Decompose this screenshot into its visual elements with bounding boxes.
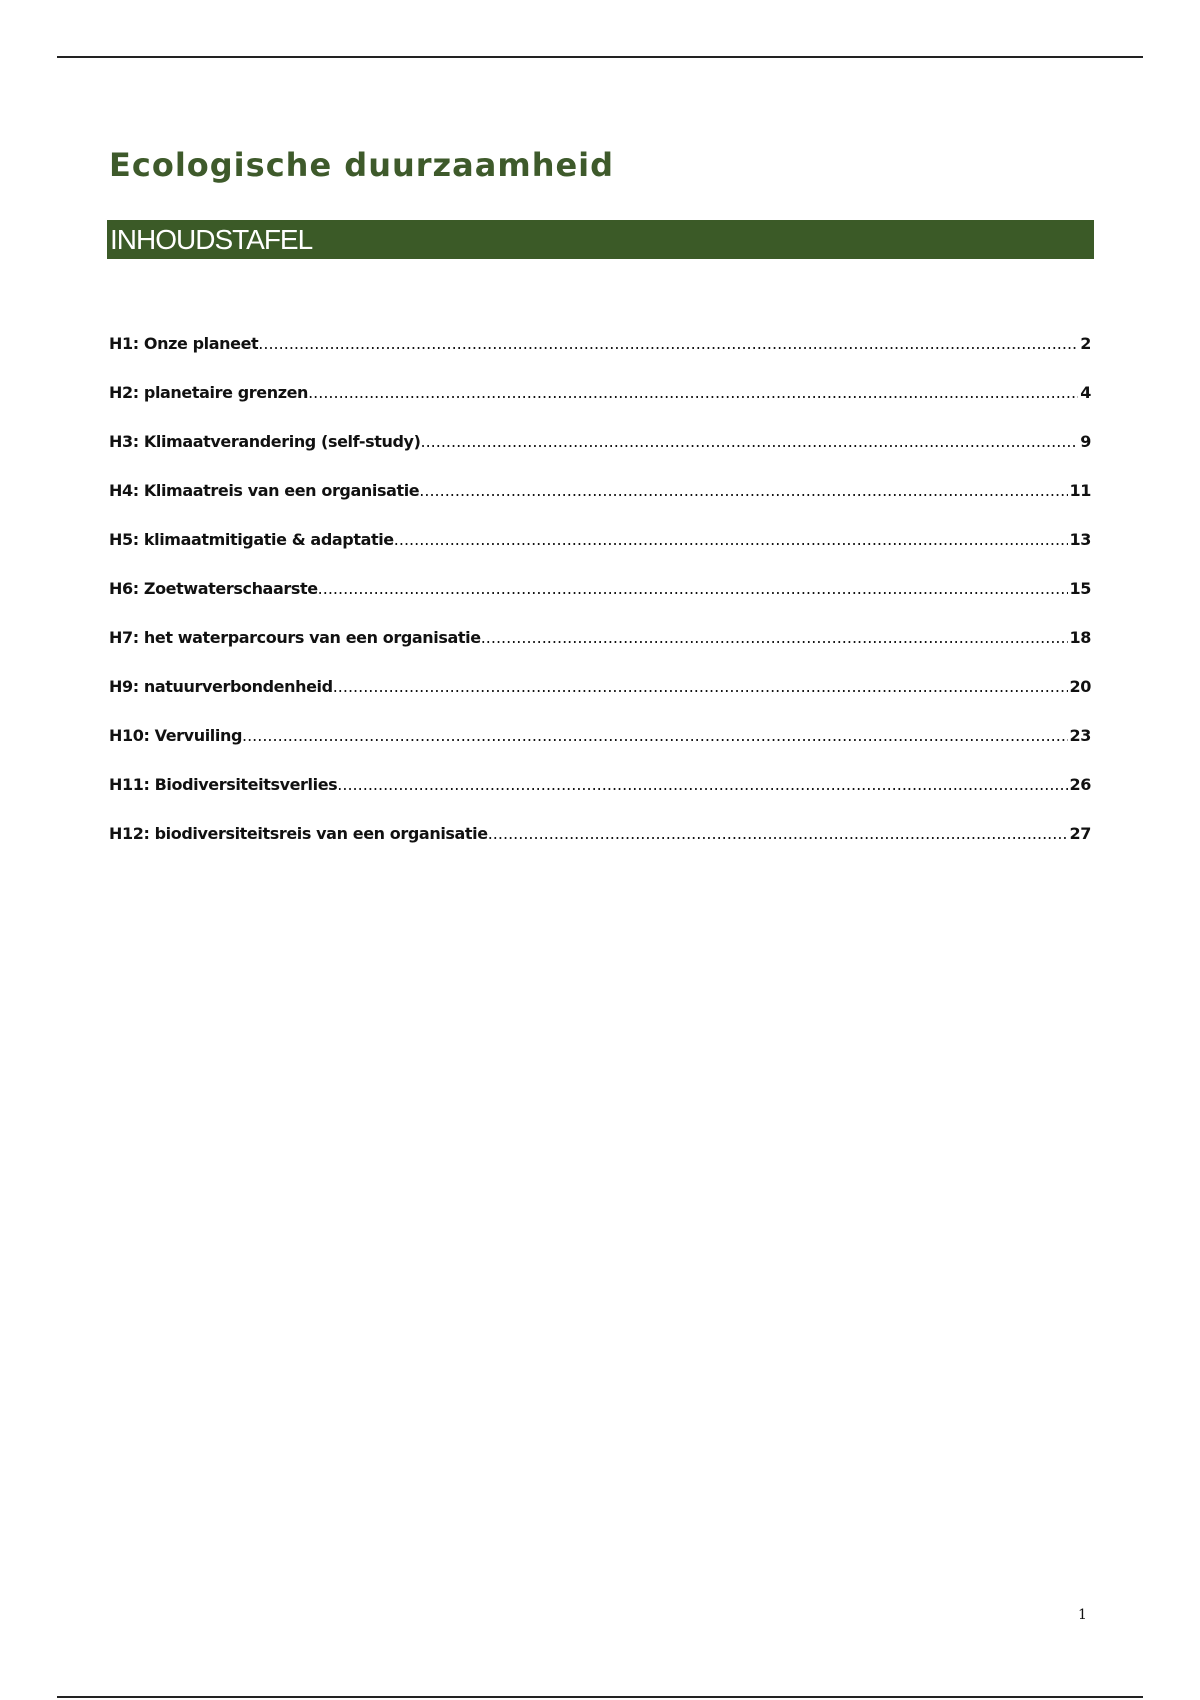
toc-entry-label: H1: Onze planeet: [109, 334, 259, 353]
toc-heading-banner: [107, 220, 1094, 259]
toc-entry-page: 13: [1069, 530, 1091, 549]
toc-entry-label: H6: Zoetwaterschaarste: [109, 579, 318, 598]
document-title: Ecologische duurzaamheid: [109, 146, 615, 184]
toc-entry-h12[interactable]: [109, 822, 1091, 871]
toc-entry-page: 20: [1069, 677, 1091, 696]
toc-entry-page: 4: [1080, 383, 1091, 402]
toc-entry-label: H4: Klimaatreis van een organisatie: [109, 481, 420, 500]
toc-entry-label: H7: het waterparcours van een organisatie: [109, 628, 481, 647]
toc-entry-page: 11: [1069, 481, 1091, 500]
toc-entry-h5[interactable]: [109, 528, 1091, 577]
toc-entry-h4[interactable]: [109, 479, 1091, 528]
dot-leader: [318, 577, 1068, 601]
toc-heading: INHOUDSTAFEL: [110, 224, 313, 255]
dot-leader: [308, 381, 1078, 405]
footer-rule: [57, 1696, 1143, 1698]
toc-entry-label: H12: biodiversiteitsreis van een organisatie: [109, 824, 488, 843]
toc-entry-page: 9: [1080, 432, 1091, 451]
toc-entry-label: H10: Vervuiling: [109, 726, 242, 745]
toc-entry-page: 27: [1069, 824, 1091, 843]
dot-leader: [481, 626, 1068, 650]
toc-entry-h11[interactable]: [109, 773, 1091, 822]
dot-leader: [419, 479, 1067, 503]
dot-leader: [420, 430, 1078, 454]
header-rule: [57, 56, 1143, 58]
toc-entry-h7[interactable]: [109, 626, 1091, 675]
dot-leader: [488, 822, 1068, 846]
toc-entry-h9[interactable]: [109, 675, 1091, 724]
dot-leader: [258, 332, 1078, 356]
toc-entry-label: H11: Biodiversiteitsverlies: [109, 775, 338, 794]
table-of-contents: [109, 332, 1091, 871]
toc-entry-page: 18: [1069, 628, 1091, 647]
dot-leader: [333, 675, 1068, 699]
dot-leader: [242, 724, 1068, 748]
dot-leader: [394, 528, 1068, 552]
toc-entry-h2[interactable]: [109, 381, 1091, 430]
toc-entry-label: H2: planetaire grenzen: [109, 383, 309, 402]
toc-entry-h1[interactable]: [109, 332, 1091, 381]
toc-entry-label: H9: natuurverbondenheid: [109, 677, 333, 696]
toc-entry-h6[interactable]: [109, 577, 1091, 626]
page-number: 1: [1078, 1607, 1087, 1623]
toc-entry-label: H3: Klimaatverandering (self-study): [109, 432, 421, 451]
dot-leader: [337, 773, 1067, 797]
toc-entry-page: 2: [1080, 334, 1091, 353]
toc-entry-page: 15: [1069, 579, 1091, 598]
toc-entry-h3[interactable]: [109, 430, 1091, 479]
toc-entry-page: 26: [1069, 775, 1091, 794]
toc-entry-page: 23: [1069, 726, 1091, 745]
toc-entry-label: H5: klimaatmitigatie & adaptatie: [109, 530, 394, 549]
toc-entry-h10[interactable]: [109, 724, 1091, 773]
